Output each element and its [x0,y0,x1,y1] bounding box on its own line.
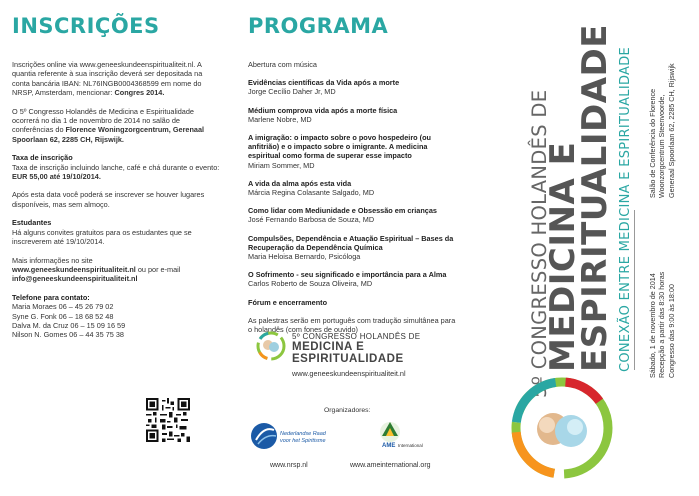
congress-logo-icon [256,331,286,361]
svg-text:Nederlandse Raad: Nederlandse Raad [280,431,326,437]
nrsp-logo [250,418,326,454]
program-item [248,270,460,288]
phone-item: Nilson N. Gomes 06 – 44 35 75 38 [12,330,124,340]
event-venue: Florence Woningzorgcentrum, Gerenaal Spoorlaan 62, 2285 CH, Rijswijk. [12,125,205,144]
logo-line2: MEDICINA E [292,341,365,353]
event-text: O 5º Congresso Holandês de Medicina e Espiritualidade ocorrerá no dia 1 de novembro de 2014 no salão de conferências do [12,106,194,135]
cover-title-line2: ESPIRITUALIDADE [575,24,615,372]
congress-logo [256,331,461,378]
program-item-speaker: Maria Heloisa Bernardo, Psicóloga [248,252,361,262]
programa-title: PROGRAMA [248,14,389,38]
qr-code [146,398,190,442]
students-heading: Estudantes [12,218,52,228]
cover-date-line: Recepção a partir das 8:30 horas [657,271,667,378]
program-item-speaker: Marlene Nobre, MD [248,114,312,124]
cover-venue-line: Salão de Conferência do Florence [648,88,657,198]
program-item [248,298,460,307]
ame-url[interactable]: www.ameinternational.org [350,462,431,469]
logo-url[interactable]: www.geneeskundeenspiritualiteit.nl [292,369,406,378]
cover-title-line1: MEDICINA E [543,141,583,372]
phone-item: Maria Moraes 06 – 45 26 79 02 [12,302,114,312]
cover-congress: 5º CONGRESSO HOLANDÊS DE [528,89,551,398]
phone-heading: Telefone para contato: [12,292,90,302]
fee-after-text: Após esta data você poderá se inscrever se houver lugares disponíveis, mas sem almoço. [12,190,205,209]
svg-text:International: International [398,443,423,448]
program-item [248,60,460,69]
event-paragraph [12,107,222,145]
programa-panel [232,0,466,496]
program-item [248,133,460,170]
info-site-link[interactable]: www.geneeskundeenspiritualiteit.nl [12,264,136,274]
logo-line1: 5º CONGRESSO HOLANDÊS DE [292,332,421,341]
phone-item: Dalva M. da Cruz 06 – 15 09 16 59 [12,320,126,330]
ame-logo [378,414,428,454]
fee-heading: Taxa de inscrição [12,153,73,163]
cover-subtitle: CONEXÃO ENTRE MEDICINA E ESPIRITUALIDADE [618,46,633,372]
program-item [248,179,460,197]
program-item-speaker: As palestras serão em português com tradução simultânea para o holandês (com fones de ouvido) [248,315,456,335]
program-item-title: Médium comprova vida após a morte física [248,105,398,115]
program-item-speaker: Carlos Roberto de Souza Oliveira, MD [248,279,373,289]
program-item [248,206,460,224]
program-item [248,234,460,262]
program-item-title: A vida da alma após esta vida [248,178,352,188]
cover-date [648,272,676,378]
program-item-speaker: José Fernando Barbosa de Souza, MD [248,215,375,225]
info-or-email: ou por e-mail [135,264,181,274]
program-item-title: A imigração: o impacto sobre o povo hospedeiro (ou anfitrião) e o impacto sobre o imigrante. A medicina espiritual como forma de superar esse impacto [248,133,431,161]
program-item-speaker: Abertura com música [248,60,317,69]
cover-date-line: Congresso das 9:00 às 18:00 [666,284,676,378]
program-item-speaker: Márcia Regina Colasante Salgado, MD [248,188,375,198]
program-item-speaker: Miriam Sommer, MD [248,160,315,170]
program-item-speaker: Jorge Cecílio Daher Jr, MD [248,87,336,97]
logo-line3: ESPIRITUALIDADE [292,353,404,365]
inscricoes-mention: Congres 2014. [114,88,165,98]
cover-venue [648,63,676,198]
cover-date-line: Sábado, 1 de novembro de 2014 [648,273,657,378]
info-line [12,265,222,274]
program-item-title: Fórum e encerramento [248,297,328,307]
program-item [248,106,460,124]
cover-venue-line: Generaal Spoorlaan 62, 2285 CH, Rijswijk [666,63,676,198]
nrsp-url[interactable]: www.nrsp.nl [270,462,308,469]
inscricoes-panel [0,0,232,496]
info-text: Mais informações no site [12,255,93,265]
cover-divider [634,210,635,370]
program-item-title: Como lidar com Mediunidade e Obsessão em crianças [248,206,437,216]
program-item [248,78,460,96]
info-email-link[interactable]: info@geneeskundeenspiritualiteit.nl [12,274,138,284]
program-item-title: Compulsões, Dependência e Atuação Espiritual – Bases da Recuperação da Dependência Química [248,233,454,252]
fee-value: EUR 55,00 até 19/10/2014. [12,172,101,182]
inscricoes-text: Inscrições online via www.geneeskundeenspiritualiteit.nl. A quantia referente à sua inscrição deverá ser depositada na conta bancária IBAN: NL76INGB0004368599 em nome do NRSP, Amsterdam, mencionar: [12,60,203,98]
phone-item: Syne G. Fonk 06 – 18 68 52 48 [12,311,114,321]
students-text: Há alguns convites gratuitos para os estudantes que se inscreverem até 19/10/2014. [12,227,192,247]
cover-ring-logo-icon [507,373,617,483]
svg-text:AME: AME [382,443,396,449]
cover-venue-line: Woonzorgcentrum Steenvoorde, [657,94,667,198]
organizers-label: Organizadores: [324,407,371,414]
inscricoes-title: INSCRIÇÕES [12,14,160,38]
svg-text:voor het Spiritisme: voor het Spiritisme [280,438,326,444]
program-item-title: O Sofrimento - seu significado e importância para a Alma [248,270,447,280]
inscricoes-paragraph [12,60,222,98]
fee-text: Taxa de inscrição incluindo lanche, café e chá durante o evento: [12,162,220,172]
program-item-title: Evidências científicas da Vida após a morte [248,78,400,88]
